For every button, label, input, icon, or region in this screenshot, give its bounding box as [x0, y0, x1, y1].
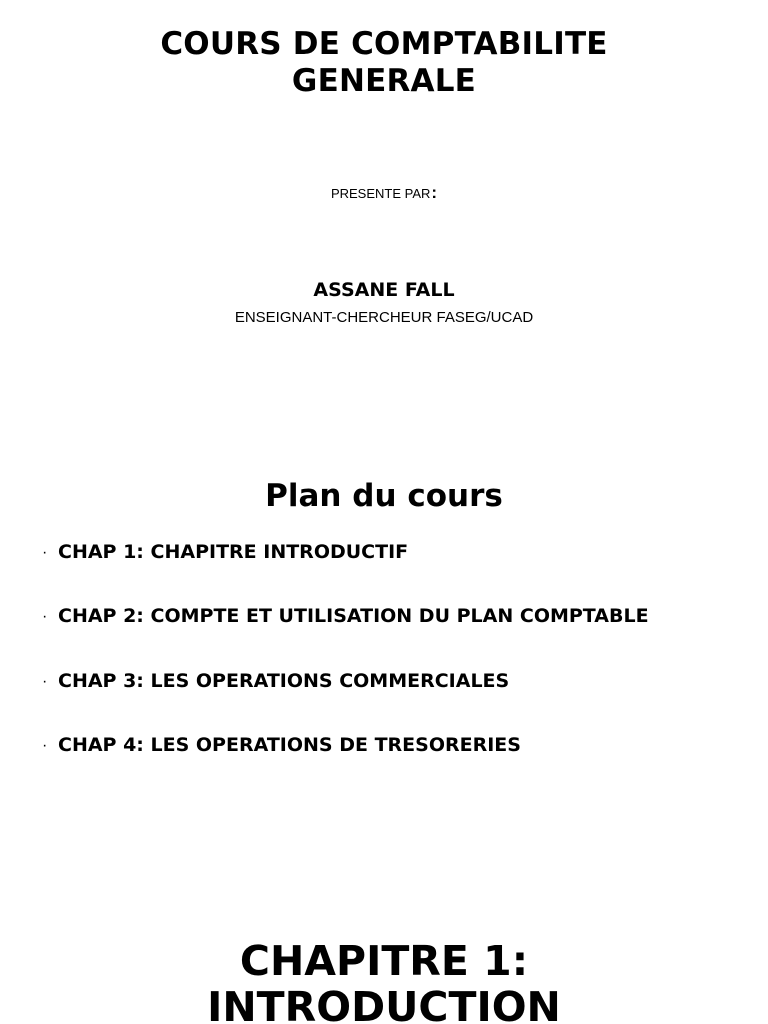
author-role: ENSEIGNANT-CHERCHEUR FASEG/UCAD [234, 309, 534, 326]
course-title-line-2: GENERALE [291, 63, 477, 99]
plan-title: Plan du cours [265, 478, 503, 514]
course-title [0, 26, 768, 100]
plan-slide [0, 440, 768, 920]
plan-item-chap-3 [42, 667, 509, 696]
plan-item-chap-1 [42, 538, 408, 567]
plan-item-label: CHAP 4: LES OPERATIONS DE TRESORERIES [58, 734, 521, 756]
presented-by-text: PRESENTE PAR [330, 186, 431, 201]
presented-by-colon: : [431, 183, 438, 202]
chapter-title [0, 938, 768, 1024]
plan-item-chap-2 [42, 602, 649, 631]
bullet-icon: · [42, 737, 48, 754]
plan-item-label: CHAP 3: LES OPERATIONS COMMERCIALES [58, 670, 510, 692]
bullet-icon: · [42, 544, 48, 561]
chapter-title-line-2: INTRODUCTION [207, 983, 561, 1024]
presented-by-label [0, 183, 768, 204]
author-name: ASSANE FALL [313, 279, 455, 301]
plan-item-label: CHAP 1: CHAPITRE INTRODUCTIF [58, 541, 409, 563]
plan-item-label: CHAP 2: COMPTE ET UTILISATION DU PLAN COMPTABLE [58, 605, 649, 627]
bullet-icon: · [42, 673, 48, 690]
plan-item-chap-4 [42, 731, 521, 760]
cover-slide [0, 0, 768, 440]
chapter-title-line-1: CHAPITRE 1: [239, 937, 529, 985]
chapter-slide [0, 920, 768, 1024]
course-title-line-1: COURS DE COMPTABILITE [160, 26, 608, 62]
bullet-icon: · [42, 608, 48, 625]
